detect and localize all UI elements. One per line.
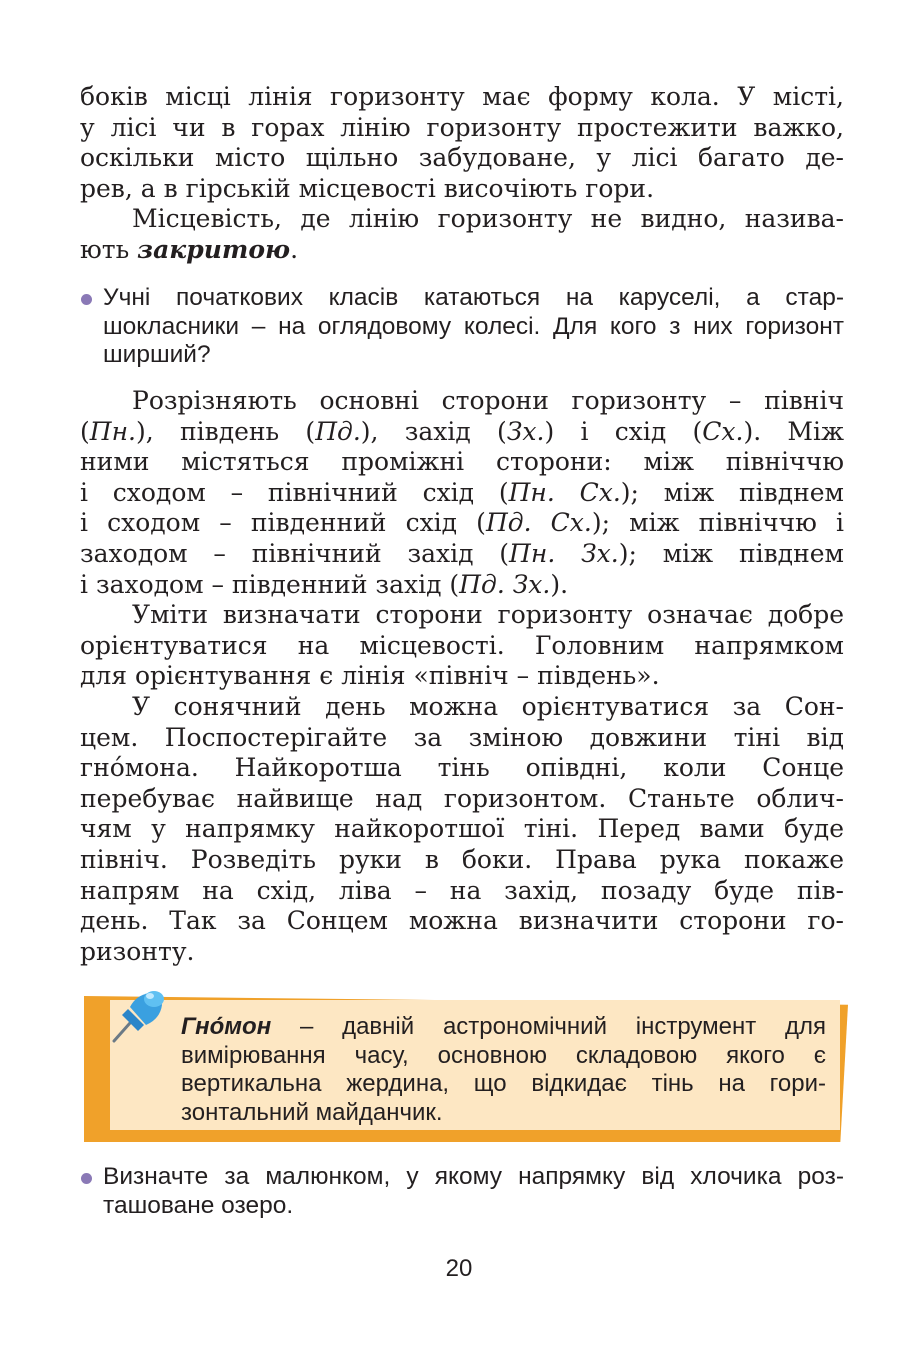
text-line: рев, а в гірській місцевості височіють гори.	[80, 173, 655, 203]
term-gnomon: Гно́мон	[181, 1013, 272, 1040]
text-line: боків місці лінія горизонту має форму кола. У місті,	[80, 82, 844, 111]
text-line: ризонту.	[80, 936, 195, 966]
text-line: ними містяться проміжні сторони: між північчю	[80, 447, 844, 477]
paragraph-cardinal-directions	[80, 386, 844, 600]
text-line: шокласники – на оглядовому колесі. Для кого з них горизонт	[103, 312, 844, 340]
note-gnomon-definition	[181, 1013, 826, 1127]
page-number: 20	[445, 1255, 473, 1282]
text-line: У сонячний день можна орієнтуватися за Сон-	[132, 692, 844, 721]
text-line	[80, 417, 844, 448]
text-line: ташоване озеро.	[103, 1191, 294, 1219]
text-line: вертикальна жердина, що відкидає тінь на гори-	[181, 1070, 826, 1098]
text-line	[80, 478, 844, 509]
text-line: Розрізняють основні сторони горизонту – північ	[132, 386, 844, 415]
text-fragment: ють	[80, 234, 138, 264]
text-fragment: – давній астрономічний інструмент для	[271, 1013, 826, 1040]
text-fragment: ); між півднем	[620, 477, 845, 507]
direction-abbreviation: Пн. Сх.	[508, 477, 621, 507]
text-line	[80, 539, 844, 570]
direction-abbreviation: Зх.	[506, 416, 545, 446]
text-line: чям у напрямку найкоротшої тіні. Перед вами буде	[80, 814, 844, 844]
text-line: Учні початкових класів катаються на каруселі, а стар-	[103, 284, 844, 311]
text-line: у лісі чи в горах лінію горизонту простежити важко,	[80, 112, 844, 142]
text-line	[80, 235, 844, 266]
text-line: Місцевість, де лінію горизонту не видно, назива-	[132, 204, 844, 233]
direction-abbreviation: Пн. Зх.	[509, 538, 619, 568]
text-fragment: і сходом – північний схід (	[80, 477, 509, 507]
direction-abbreviation: Пн.	[89, 416, 136, 446]
text-line: північ. Розведіть руки в боки. Права рука покаже	[80, 844, 844, 874]
paragraph-closed-horizon	[80, 204, 844, 265]
text-fragment: і заходом – південний захід (	[80, 569, 460, 599]
text-line: перебуває найвище над горизонтом. Станьте облич-	[80, 783, 844, 813]
text-fragment: заходом – північний захід (	[80, 538, 510, 568]
text-line: напрям на схід, ліва – на захід, позаду буде пів-	[80, 875, 844, 905]
paragraph-orientation	[80, 600, 844, 692]
question-carousel	[103, 284, 844, 370]
text-line: Визначте за малюнком, у якому напрямку від хлочика роз-	[103, 1163, 844, 1190]
text-line: зонтальний майданчик.	[181, 1098, 443, 1126]
text-fragment: ).	[550, 569, 569, 599]
paragraph-sun-orientation	[80, 692, 844, 967]
direction-abbreviation: Сх.	[702, 416, 744, 446]
text-line	[80, 508, 844, 539]
text-line: орієнтуватися на місцевості. Головним напрямком	[80, 630, 844, 660]
direction-abbreviation: Пд. Сх.	[485, 508, 592, 538]
text-fragment: ) і схід (	[544, 416, 703, 446]
text-line: для орієнтування є лінія «північ – південь».	[80, 661, 660, 691]
text-fragment: .	[290, 234, 299, 264]
text-fragment: ), південь (	[135, 416, 316, 446]
text-line: оскільки місто щільно забудоване, у лісі багато де-	[80, 143, 844, 173]
bullet-icon	[81, 1173, 92, 1184]
direction-abbreviation: Пд.	[315, 416, 361, 446]
pushpin-icon	[100, 985, 170, 1051]
text-fragment: ). Між	[743, 416, 845, 446]
text-fragment: ); між півднем	[618, 538, 844, 568]
text-fragment: (	[80, 416, 90, 446]
question-lake	[103, 1163, 844, 1220]
text-line: ширший?	[103, 341, 211, 368]
term-closed: закритою	[137, 234, 291, 264]
text-line	[80, 570, 844, 601]
text-line: Уміти визначати сторони горизонту означає добре	[132, 600, 844, 629]
text-line: вимірювання часу, основною складовою якого є	[181, 1041, 826, 1069]
text-line: день. Так за Сонцем можна визначити сторони го-	[80, 906, 844, 936]
text-fragment: ), захід (	[360, 416, 507, 446]
text-fragment: і сходом – південний схід (	[80, 508, 486, 538]
paragraph-horizon-shape	[80, 82, 844, 204]
text-line: гно́мона. Найкоротша тінь опівдні, коли Сонце	[80, 753, 844, 783]
direction-abbreviation: Пд. Зх.	[459, 569, 551, 599]
text-line	[181, 1013, 826, 1042]
bullet-icon	[81, 294, 92, 305]
text-fragment: ); між північчю і	[591, 508, 844, 538]
text-line: цем. Поспостерігайте за зміною довжини тіні від	[80, 722, 844, 752]
